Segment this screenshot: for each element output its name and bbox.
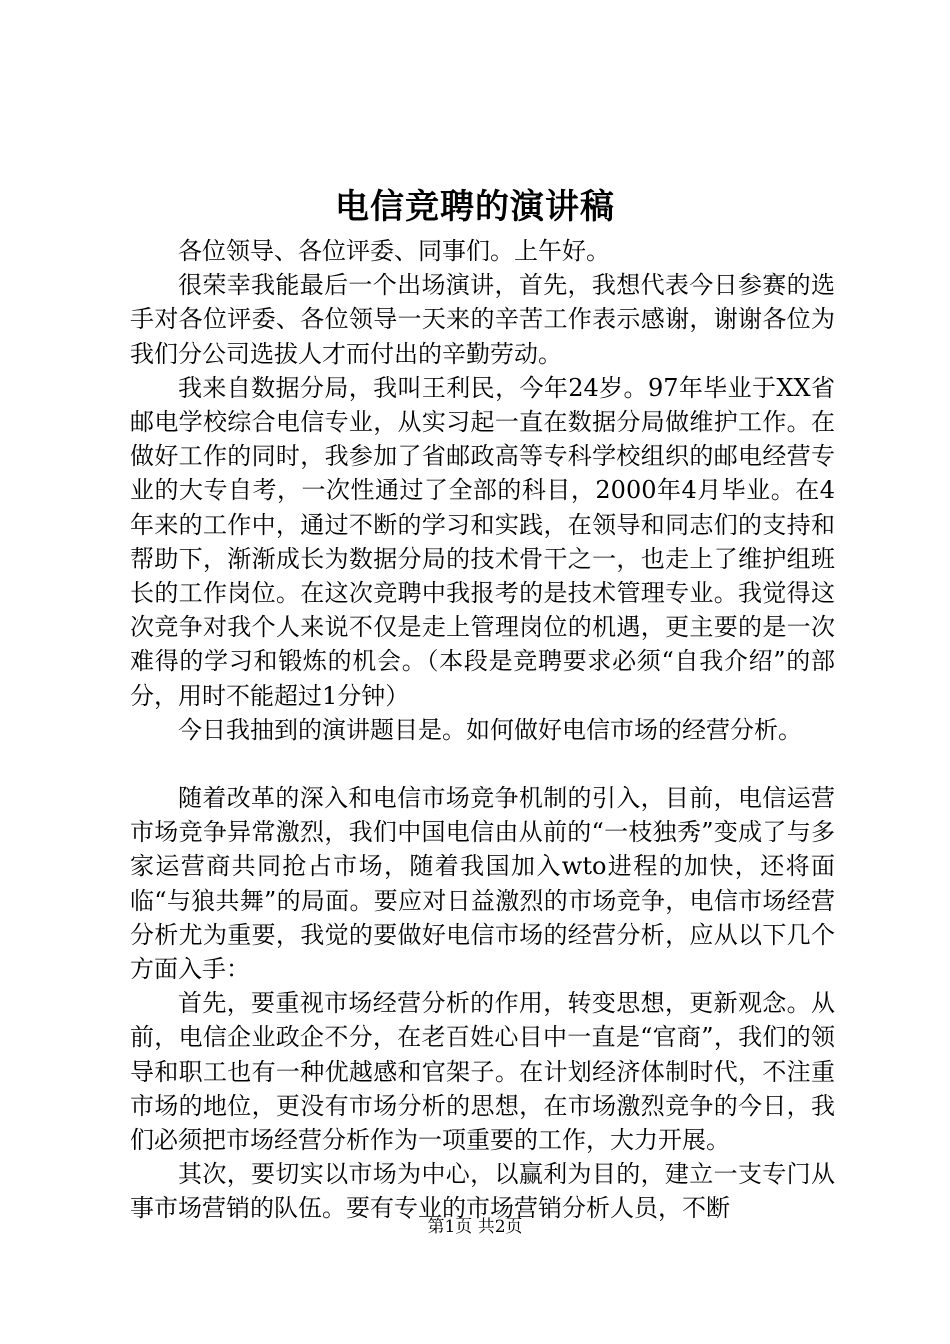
paragraph-thanks: 很荣幸我能最后一个出场演讲，首先，我想代表今日参赛的选手对各位评委、各位领导一天来的辛苦工作表示感谢，谢谢各位为我们分公司选拔人才而付出的辛勤劳动。 <box>130 271 835 368</box>
page-footer: 第1页 共2页 <box>427 1217 523 1237</box>
paragraph-self-introduction: 我来自数据分局，我叫王利民，今年24岁。97年毕业于XX省邮电学校综合电信专业，从实习起一直在数据分局做维护工作。在做好工作的同时，我参加了省邮政高等专科学校组织的邮电经营专业的大专自考，一次性通过了全部的科目，2000年4月毕业。在4年来的工作中，通过不断的学习和实践，在领导和同志们的支持和帮助下，渐渐成长为数据分局的技术骨干之一，也走上了维护组班长的工作岗位。在这次竞聘中我报考的是技术管理专业。我觉得这次竞争对我个人来说不仅是走上管理岗位的机遇，更主要的是一次难得的学习和锻炼的机会。（本段是竞聘要求必须“自我介绍”的部分，用时不能超过1分钟） <box>130 373 835 710</box>
paragraph-greeting: 各位领导、各位评委、同事们。上午好。 <box>178 237 610 265</box>
paragraph-first-point: 首先，要重视市场经营分析的作用，转变思想，更新观念。从前，电信企业政企不分，在老百姓心目中一直是“官商”，我们的领导和职工也有一种优越感和官架子。在计划经济体制时代，不注重市场的地位，更没有市场分析的思想，在市场激烈竞争的今日，我们必须把市场经营分析作为一项重要的工作，大力开展。 <box>130 989 835 1155</box>
paragraph-second-point: 其次，要切实以市场为中心，以赢利为目的，建立一支专门从事市场营销的队伍。要有专业的市场营销分析人员，不断 <box>130 1160 835 1223</box>
paragraph-speech-topic: 今日我抽到的演讲题目是。如何做好电信市场的经营分析。 <box>178 715 802 744</box>
paragraph-market-background: 随着改革的深入和电信市场竞争机制的引入，目前，电信运营市场竞争异常激烈，我们中国电信由从前的“一枝独秀”变成了与多家运营商共同抢占市场，随着我国加入wto进程的加快，还将面临“与狼共舞”的局面。要应对日益激烈的市场竞争，电信市场经营分析尤为重要，我觉的要做好电信市场的经营分析，应从以下几个方面入手： <box>130 784 835 984</box>
document-body <box>130 234 835 1226</box>
document-title: 电信竞聘的演讲稿 <box>335 187 615 227</box>
